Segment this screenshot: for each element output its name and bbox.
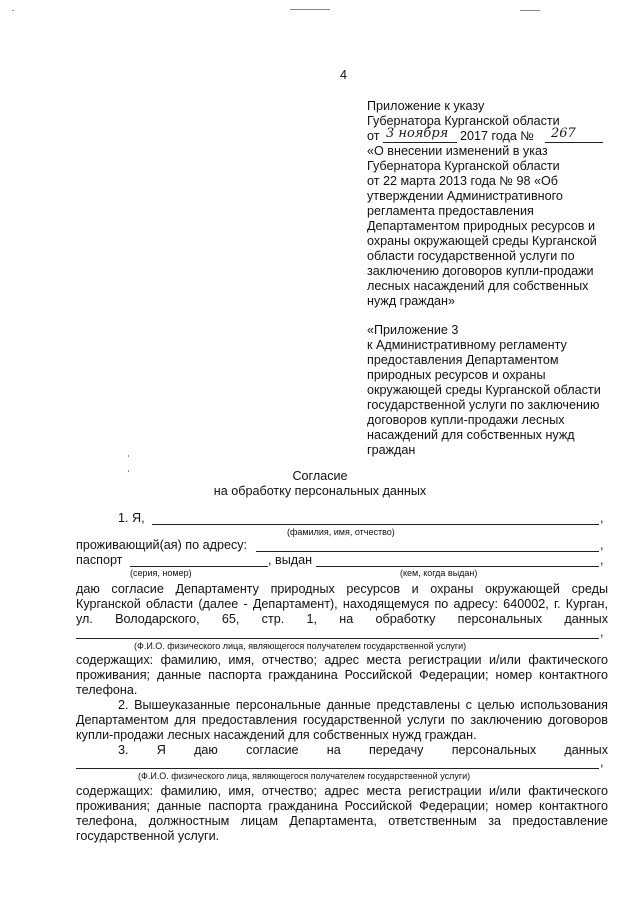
caption-subject: (Ф.И.О. физического лица, являющегося получателем государственной услуги) — [134, 641, 467, 651]
comma: , — [600, 511, 604, 525]
passport-label: паспорт — [76, 553, 123, 567]
handwritten-date: 3 ноября — [386, 126, 449, 141]
fio-field[interactable] — [152, 524, 599, 525]
header-body-line: «О внесении изменений в указ — [367, 144, 548, 158]
appendix-line: окружающей среды Курганской области — [367, 383, 601, 397]
appendix-line: государственной услуги по заключению — [367, 398, 600, 412]
para1-line: даю согласие Департаменту природных ресурсов и охраны окружающей среды — [76, 582, 608, 596]
header-body-line: Губернатора Курганской области — [367, 159, 560, 173]
document-subtitle: на обработку персональных данных — [213, 484, 427, 498]
appendix-line: природных ресурсов и охраны — [367, 368, 546, 382]
comma: , — [600, 538, 604, 552]
caption-issued: (кем, когда выдан) — [400, 568, 478, 578]
para2-line: Департаментом для предоставления государственной услуги по заключению договоров — [76, 713, 608, 727]
header-body-line: от 22 марта 2013 года № 98 «Об — [367, 174, 558, 188]
para3-cont: телефона, должностным лицам Департамента, ответственным за предоставление — [76, 814, 608, 828]
page-number: 4 — [340, 68, 348, 82]
para1-line: ул. Володарского, 65, стр. 1, на обработку персональных данных — [76, 612, 608, 626]
para1-line: Курганской области (далее - Департамент), находящемуся по адресу: 640002, г. Курган, — [76, 597, 608, 611]
para2-line: 2. Вышеуказанные персональные данные представлены с целью использования — [118, 698, 608, 712]
appendix-line: договоров купли-продажи лесных — [367, 413, 565, 427]
scan-speck — [520, 10, 540, 11]
document-title: Согласие — [292, 469, 348, 483]
appendix-line: граждан — [367, 443, 416, 457]
subject-fio-field[interactable] — [76, 638, 599, 639]
header-body-line: заключению договоров купли-продажи — [367, 264, 594, 278]
passport-issued-field[interactable] — [316, 566, 599, 567]
address-label: проживающий(ая) по адресу: — [76, 538, 248, 552]
scan-speck — [12, 10, 14, 11]
appendix-line: к Административному регламенту — [367, 338, 567, 352]
para3-cont: проживания; данные паспорта гражданина Российской Федерации; номер контактного — [76, 799, 608, 813]
header-body-line: регламента предоставления — [367, 204, 534, 218]
passport-series-field[interactable] — [130, 566, 268, 567]
appendix-line: «Приложение 3 — [367, 323, 459, 337]
item1-label: 1. Я, — [118, 511, 145, 525]
comma: , — [600, 625, 604, 639]
para3-first: 3. Я даю согласие на передачу персональных данных — [118, 743, 608, 757]
issued-label: , выдан — [268, 553, 313, 567]
scan-speck — [290, 9, 330, 10]
scan-speck — [128, 455, 129, 457]
header-body-line: Департаментом природных ресурсов и — [367, 219, 595, 233]
appendix-line: насаждений для собственных нужд — [367, 428, 575, 442]
header-body-line: утверждении Административного — [367, 189, 563, 203]
header-date-prefix: от — [367, 129, 380, 143]
header-line: Губернатора Курганской области — [367, 114, 560, 128]
number-underline — [545, 142, 603, 143]
para1-cont: проживания; данные паспорта гражданина Российской Федерации; номер контактного — [76, 668, 608, 682]
para1-cont: содержащих: фамилию, имя, отчество; адрес места регистрации и/или фактического — [76, 653, 608, 667]
para3-cont: государственной услуги. — [76, 829, 220, 843]
para1-cont: телефона. — [76, 683, 138, 697]
para2-line: купли-продажи лесных насаждений для собственных нужд граждан. — [76, 728, 477, 742]
para3-cont: содержащих: фамилию, имя, отчество; адрес места регистрации и/или фактического — [76, 784, 608, 798]
header-body-line: нужд граждан» — [367, 294, 456, 308]
subject-fio-field-2[interactable] — [76, 768, 599, 769]
appendix-line: предоставления Департаментом — [367, 353, 559, 367]
header-line: Приложение к указу — [367, 99, 485, 113]
header-date-middle: 2017 года № — [460, 129, 534, 143]
caption-fio: (фамилия, имя, отчество) — [287, 527, 395, 537]
comma: , — [600, 755, 604, 769]
comma: , — [600, 553, 604, 567]
header-body-line: области государственной услуги по — [367, 249, 575, 263]
caption-subject-2: (Ф.И.О. физического лица, являющегося получателем государственной услуги) — [138, 771, 471, 781]
handwritten-number: 267 — [551, 126, 576, 141]
header-body-line: лесных насаждений для собственных — [367, 279, 589, 293]
header-body-line: охраны окружающей среды Курганской — [367, 234, 597, 248]
caption-series: (серия, номер) — [130, 568, 192, 578]
